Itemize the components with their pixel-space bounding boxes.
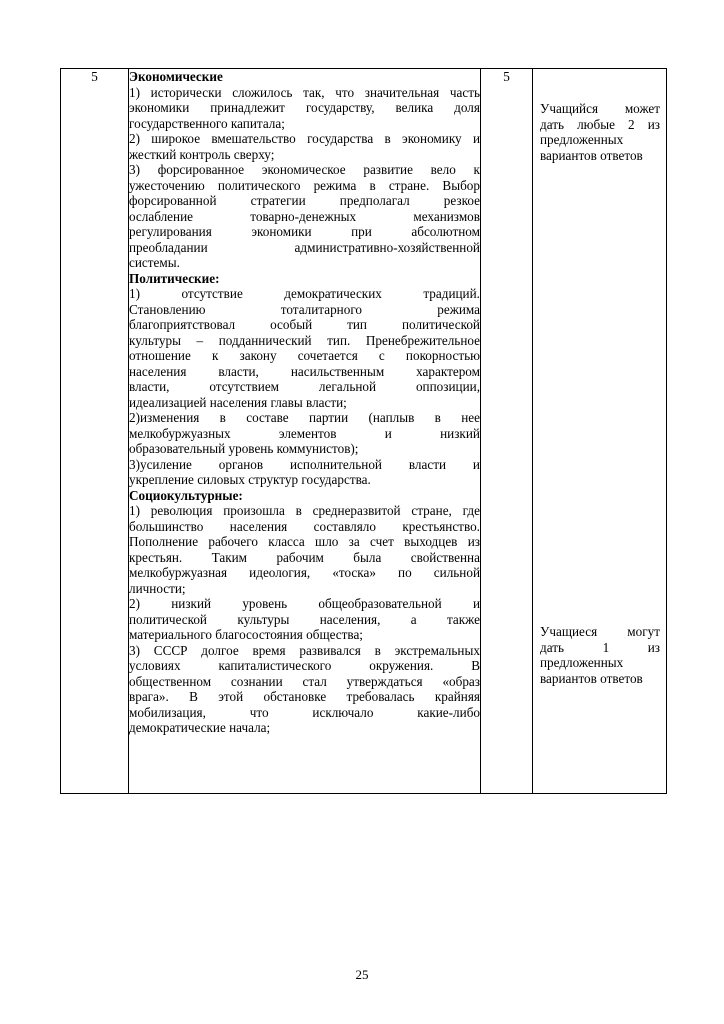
note-line: вариантов ответов — [540, 670, 643, 686]
section-heading: Политические: — [129, 270, 220, 286]
note-line: предложенных — [540, 132, 624, 147]
answer-line: населения власти, насильственным характером — [129, 363, 480, 379]
section-heading: Социокультурные: — [129, 487, 243, 503]
grading-note-1 — [540, 101, 660, 163]
answer-line: укрепление силовых структур государства. — [129, 472, 371, 487]
section-heading: Экономические — [129, 69, 223, 84]
answer-line: 1) отсутствие демократических традиций. — [129, 286, 480, 301]
answer-line: политической культуры населения, а также — [129, 611, 480, 627]
answer-line: мелкобуржуазных элементов и низкий — [129, 425, 480, 441]
note-line: вариантов ответов — [540, 147, 643, 163]
answer-line: культуры – подданнический тип. Пренебрежительное — [129, 332, 480, 348]
answer-line: ужесточению политического режима в стране. Выбор — [129, 177, 480, 193]
answer-line: материального благосостояния общества; — [129, 627, 363, 642]
answer-line: благоприятствовал особый тип политической — [129, 317, 480, 332]
grading-note-2 — [540, 624, 660, 686]
answer-content-cell — [129, 69, 481, 794]
answer-line: регулирования экономики при абсолютном — [129, 224, 480, 239]
answer-line: 1) исторически сложилось так, что значительная часть — [129, 84, 480, 100]
answer-line: 1) революция произошла в среднеразвитой стране, где — [129, 503, 480, 518]
answer-text — [129, 69, 480, 736]
answer-line: форсированной стратегии предполагал резкое — [129, 193, 480, 208]
answer-line: мелкобуржуазная идеология, «тоска» по сильной — [129, 565, 480, 580]
answer-line: 2) низкий уровень общеобразовательной и — [129, 596, 480, 611]
answer-line: крестьян. Таким рабочим была свойственна — [129, 549, 480, 565]
note-line: дать 1 из — [540, 639, 660, 655]
answer-line: Становлению тоталитарного режима — [129, 301, 480, 317]
answer-line: врага». В этой обстановке требовалась крайняя — [129, 689, 480, 704]
answer-line: 2)изменения в составе партии (наплыв в нее — [129, 410, 480, 425]
answer-line: 3) СССР долгое время развивался в экстремальных — [129, 642, 480, 658]
answer-line: ослабление товарно-денежных механизмов — [129, 208, 480, 224]
table-row — [61, 69, 667, 794]
max-score: 5 — [503, 69, 510, 84]
answer-table — [60, 68, 667, 794]
note-line: Учащийся может — [540, 101, 660, 116]
answer-line: идеализацией населения главы власти; — [129, 394, 347, 410]
note-line: Учащиеся могут — [540, 624, 660, 639]
answer-line: общественном сознании стал утверждаться «образ — [129, 673, 480, 689]
answer-line: большинство населения составляло крестьянство. — [129, 518, 480, 534]
task-number: 5 — [91, 69, 98, 84]
answer-line: демократические начала; — [129, 720, 271, 735]
answer-line: образовательный уровень коммунистов); — [129, 441, 359, 456]
answer-line: отношение к закону сочетается с покорностью — [129, 348, 480, 363]
answer-line: мобилизация, что исключало какие-либо — [129, 704, 480, 720]
answer-line: условиях капиталистического окружения. В — [129, 658, 480, 673]
answer-line: Пополнение рабочего класса шло за счет выходцев из — [129, 534, 480, 549]
answer-line: личности; — [129, 580, 186, 596]
grading-notes-cell — [533, 69, 667, 794]
answer-line: экономики принадлежит государству, велика доля — [129, 100, 480, 115]
answer-line: преобладании административно-хозяйственной — [129, 239, 480, 255]
answer-line: власти, отсутствием легальной оппозиции, — [129, 379, 480, 394]
score-cell — [481, 69, 533, 794]
answer-line: 3) форсированное экономическое развитие вело к — [129, 162, 480, 177]
answer-line: 3)усиление органов исполнительной власти и — [129, 456, 480, 472]
answer-line: 2) широкое вмешательство государства в экономику и — [129, 131, 480, 146]
task-number-cell — [61, 69, 129, 794]
note-line: дать любые 2 из — [540, 116, 660, 132]
answer-line: жесткий контроль сверху; — [129, 146, 275, 162]
answer-line: системы. — [129, 255, 180, 270]
page-number: 25 — [355, 967, 369, 982]
note-line: предложенных — [540, 655, 624, 670]
answer-line: государственного капитала; — [129, 115, 285, 131]
